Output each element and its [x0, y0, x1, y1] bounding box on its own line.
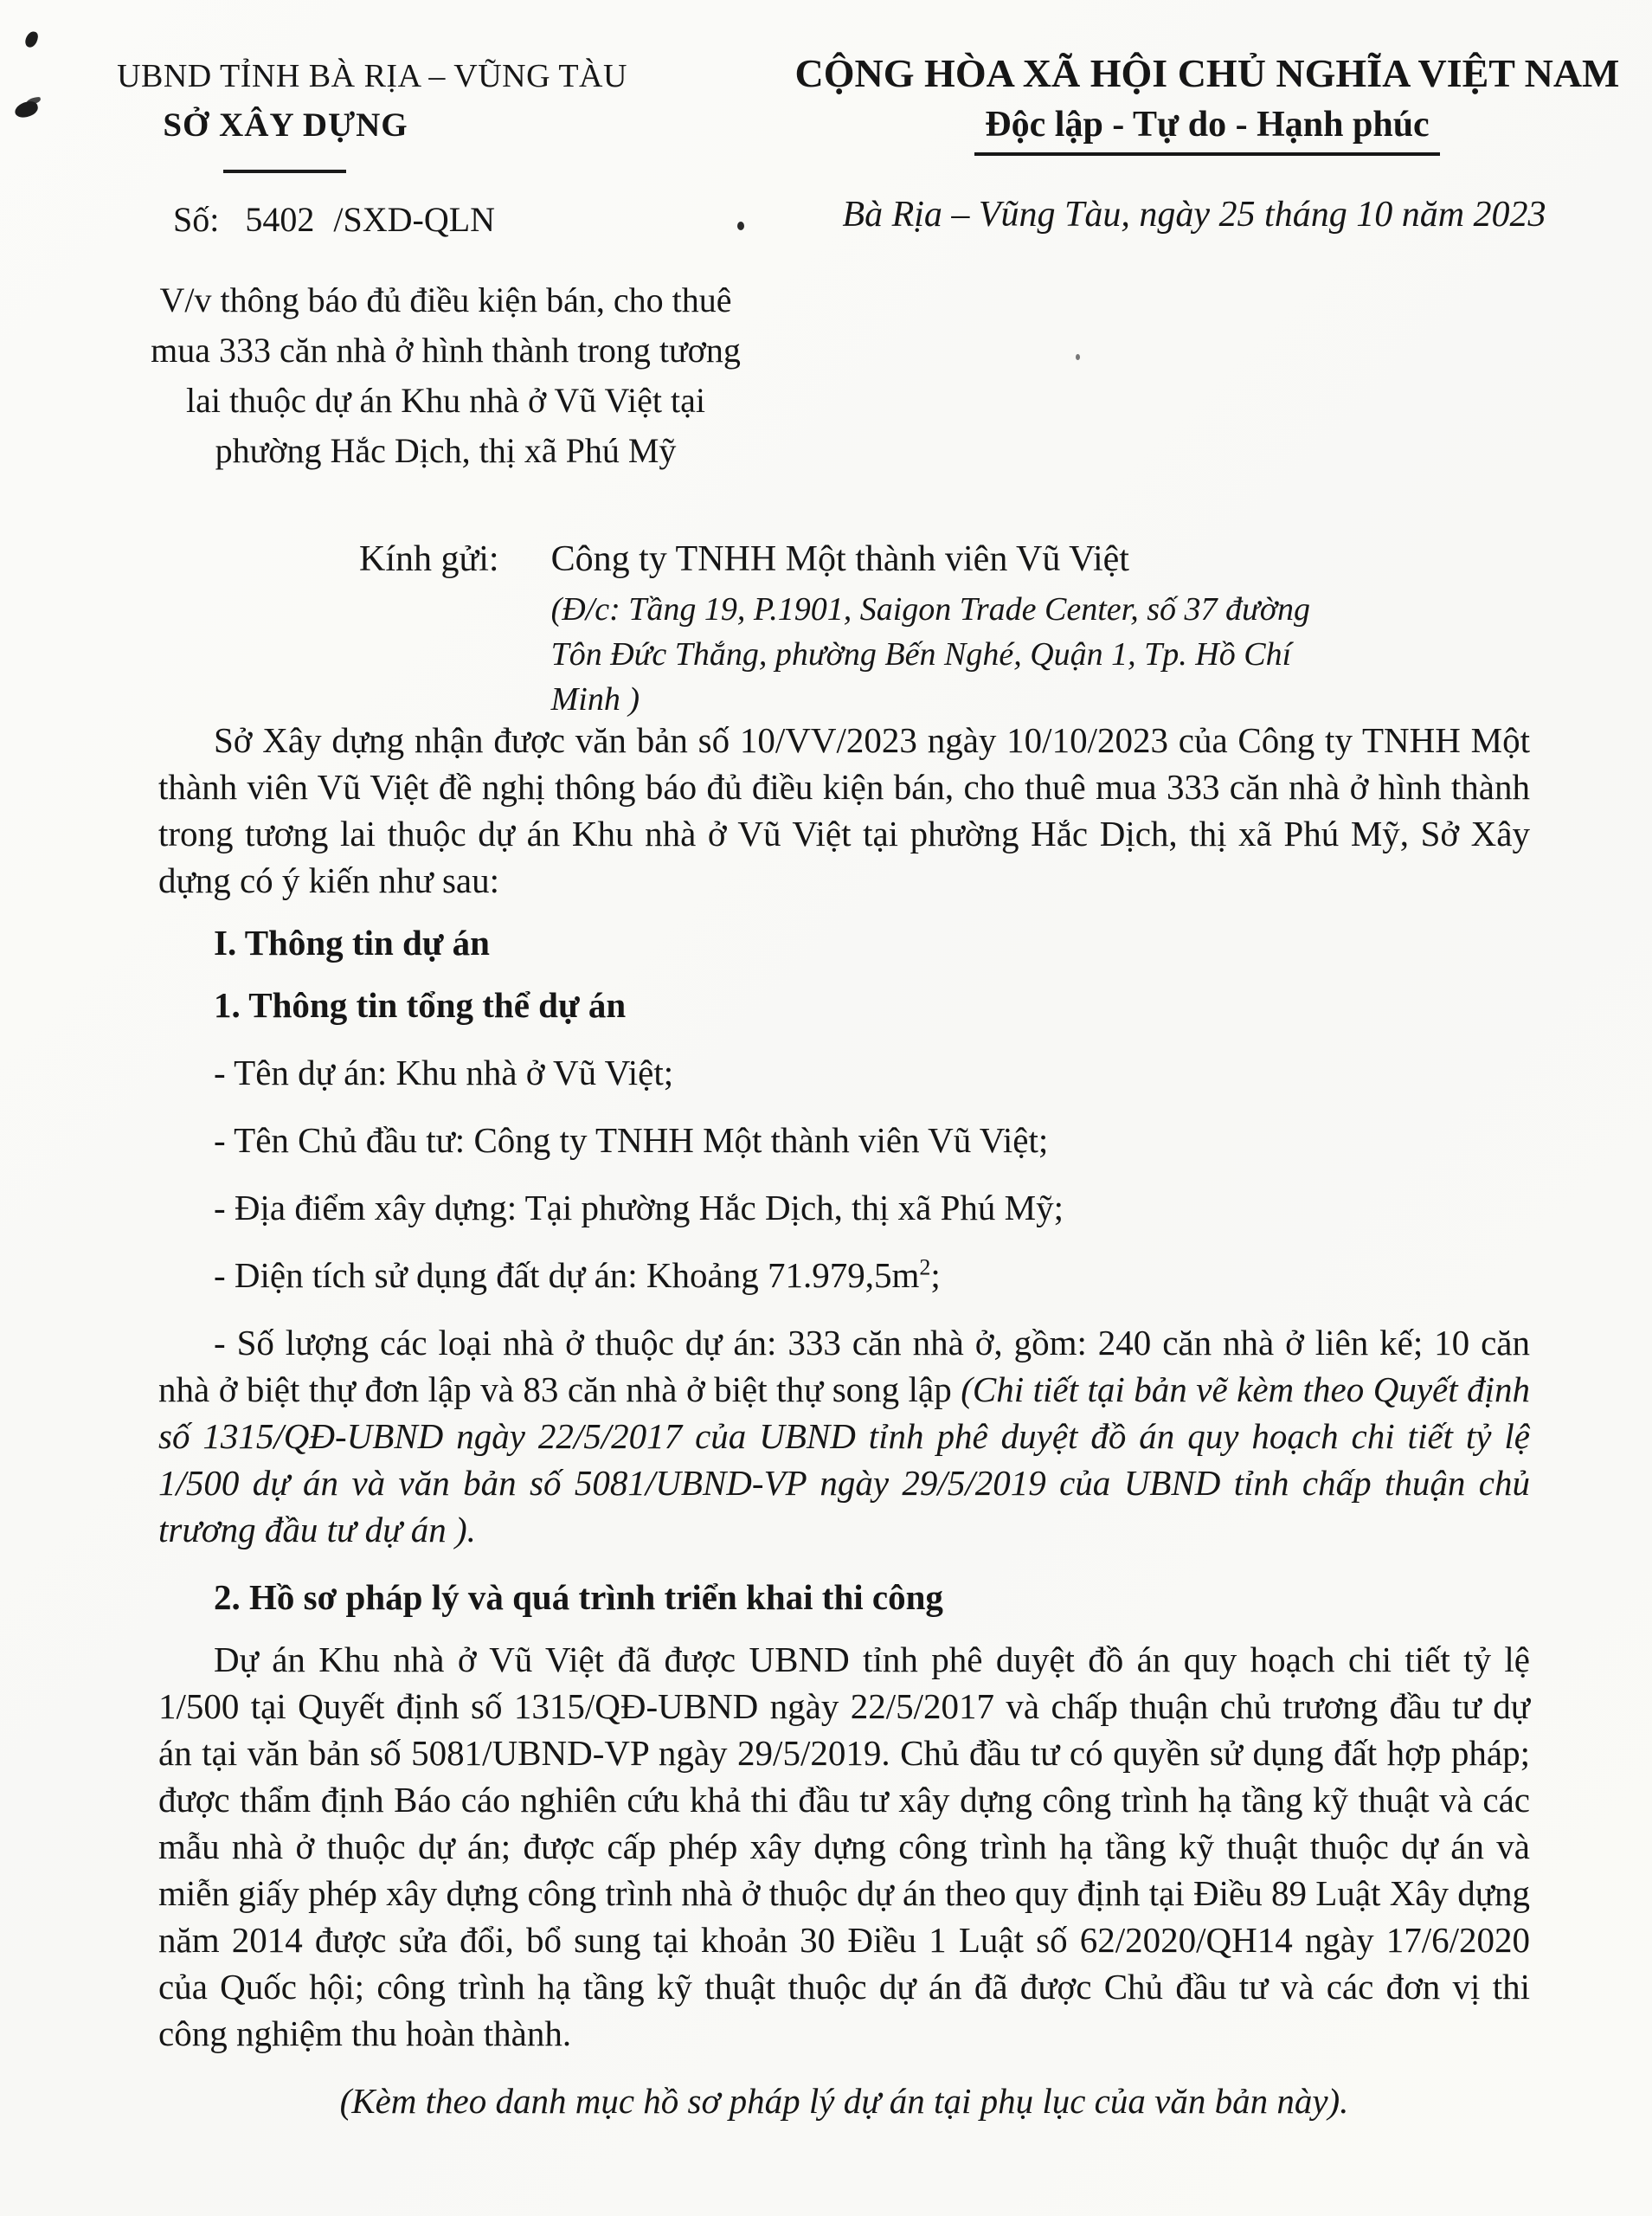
salutation-label: Kính gửi: [359, 539, 499, 579]
ink-speck [23, 29, 39, 48]
national-title: CỘNG HÒA XÃ HỘI CHỦ NGHĨA VIỆT NAM [794, 51, 1620, 95]
recipient-name: Công ty TNHH Một thành viên Vũ Việt [550, 539, 1129, 579]
housing-quantity-legal-ref: (Chi tiết tại bản vẽ kèm theo Quyết định số 1315/QĐ-UBND ngày 22/5/2017 của UBND tỉnh phê duyệt đồ án quy hoạch chi tiết tỷ lệ 1/500 dự án và văn bản số 5081/UBND-VP ngày 29/5/2019 của UBND tỉnh chấp thuận chủ trương đầu tư dự án ). [158, 1369, 1530, 1549]
recipient-content [551, 538, 1356, 722]
issuing-authority-parent: UBND TỈNH BÀ RỊA – VŨNG TÀU [117, 58, 627, 94]
issuing-authority-name: SỞ XÂY DỰNG [163, 106, 408, 144]
bullet-construction-location: - Địa điểm xây dựng: Tại phường Hắc Dịch, thị xã Phú Mỹ; [214, 1188, 1064, 1227]
subsection-heading-legal-docs: 2. Hồ sơ pháp lý và quá trình triển khai thi công [214, 1577, 943, 1617]
bullet-land-area [158, 1252, 1530, 1298]
doc-number-value: 5402 [245, 200, 315, 239]
letter-body [158, 717, 1530, 2124]
national-motto-wrap [779, 104, 1636, 156]
section-heading-project-info: I. Thông tin dự án [214, 923, 490, 963]
attachment-note: (Kèm theo danh mục hồ sơ pháp lý dự án tại phụ lục của văn bản này). [339, 2081, 1349, 2121]
bullet-investor-name: - Tên Chủ đầu tư: Công ty TNHH Một thành viên Vũ Việt; [214, 1120, 1049, 1160]
land-area-superscript: 2 [919, 1254, 931, 1280]
intro-paragraph: Sở Xây dựng nhận được văn bản số 10/VV/2023 ngày 10/10/2023 của Công ty TNHH Một thành viên Vũ Việt đề nghị thông báo đủ điều kiện bán, cho thuê mua 333 căn nhà ở hình thành trong tương lai thuộc dự án Khu nhà ở Vũ Việt tại phường Hắc Dịch, thị xã Phú Mỹ, Sở Xây dựng có ý kiến như sau: [158, 720, 1530, 900]
housing-quantity-text: - Số lượng các loại nhà ở thuộc dự án: 333 căn nhà ở, gồm: 240 căn nhà ở liên kế; 10 căn nhà ở biệt thự đơn lập và 83 căn nhà ở biệt thự song lập [158, 1323, 1530, 1409]
org-name-underline [223, 170, 346, 173]
ink-speck [14, 100, 40, 119]
document-number-line [173, 199, 495, 240]
national-motto: Độc lập - Tự do - Hạnh phúc [974, 104, 1439, 156]
place-date-line: Bà Rịa – Vũng Tàu, ngày 25 tháng 10 năm 2023 [842, 195, 1546, 235]
legal-status-paragraph: Dự án Khu nhà ở Vũ Việt đã được UBND tỉnh phê duyệt đồ án quy hoạch chi tiết tỷ lệ 1/500 tại Quyết định số 1315/QĐ-UBND ngày 22/5/2017 và chấp thuận chủ trương đầu tư dự án tại văn bản số 5081/UBND-VP ngày 29/5/2019. Chủ đầu tư có quyền sử dụng đất hợp pháp; được thẩm định Báo cáo nghiên cứu khả thi đầu tư xây dựng công trình hạ tầng kỹ thuật và các mẫu nhà ở thuộc dự án; được cấp phép xây dựng công trình hạ tầng kỹ thuật thuộc dự án và miễn giấy phép xây dựng công trình nhà ở thuộc dự án theo quy định tại Điều 89 Luật Xây dựng năm 2014 được sửa đổi, bổ sung tại khoản 30 Điều 1 Luật số 62/2020/QH14 ngày 17/6/2020 của Quốc hội; công trình hạ tầng kỹ thuật thuộc dự án đã được Chủ đầu tư và các đơn vị thi công nghiệm thu hoàn thành. [158, 1639, 1530, 2053]
ink-speck [737, 222, 744, 230]
doc-number-suffix: /SXD-QLN [333, 200, 496, 239]
recipient-address: (Đ/c: Tầng 19, P.1901, Saigon Trade Center, số 37 đường Tôn Đức Thắng, phường Bến Nghé, Quận 1, Tp. Hồ Chí Minh ) [550, 591, 1310, 718]
bullet-project-name: - Tên dự án: Khu nhà ở Vũ Việt; [214, 1053, 674, 1092]
doc-number-label: Số: [173, 200, 220, 239]
subsection-heading-overview: 1. Thông tin tổng thể dự án [214, 985, 627, 1025]
document-subject: V/v thông báo đủ điều kiện bán, cho thuê mua 333 căn nhà ở hình thành trong tương lai thuộc dự án Khu nhà ở Vũ Việt tại phường Hắc Dịch, thị xã Phú Mỹ [151, 280, 741, 470]
ink-speck [1076, 354, 1080, 360]
bullet-housing-quantity [158, 1319, 1530, 1553]
land-area-text: - Diện tích sử dụng đất dự án: Khoảng 71.979,5m [214, 1255, 920, 1295]
recipient-block [359, 538, 1356, 722]
land-area-suffix: ; [930, 1255, 941, 1295]
